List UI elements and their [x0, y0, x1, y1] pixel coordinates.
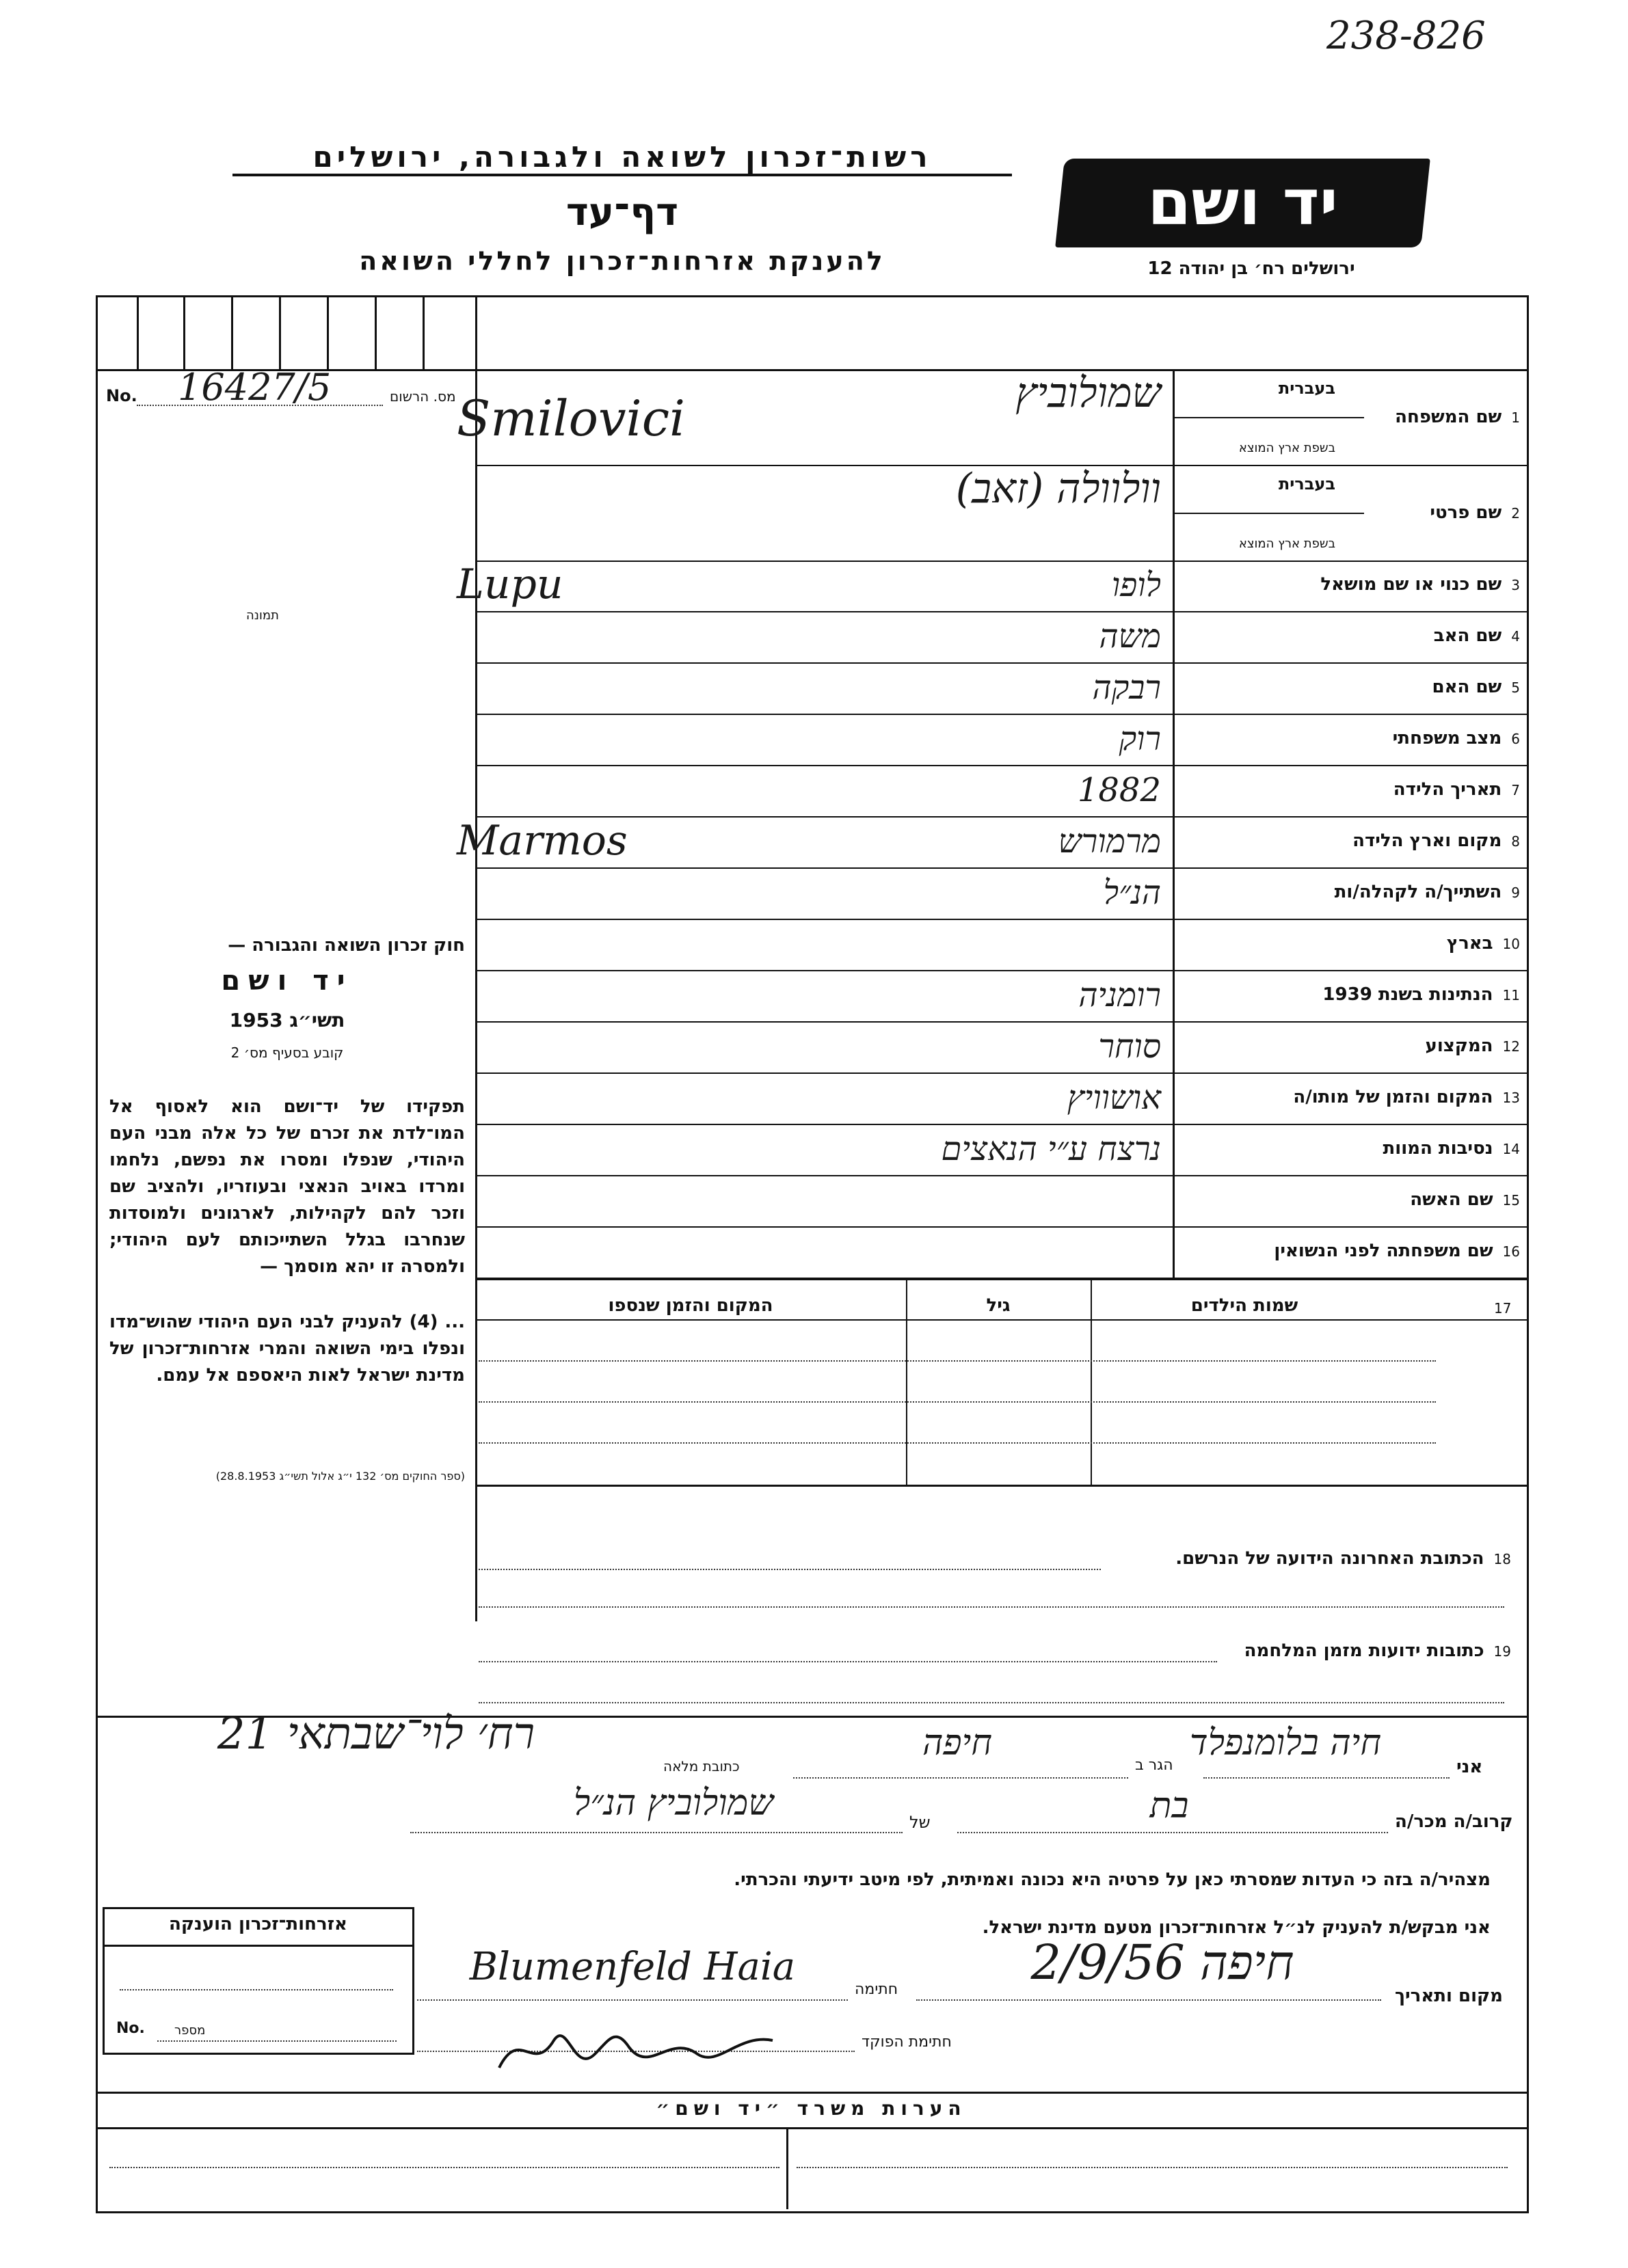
field-1-value: שמולוביץ — [1015, 369, 1161, 417]
form-subtitle: להענקת אזרחות־זכרון לחללי השואה — [359, 246, 885, 276]
field-row-11 — [477, 971, 1527, 1023]
field-row-2 — [477, 465, 1527, 562]
field-10-number: 10 — [1502, 936, 1520, 952]
form-title: דף־עד — [565, 190, 679, 234]
field-12-value: סוחר — [1098, 1027, 1161, 1066]
field-row-3 — [457, 561, 1527, 612]
field-4-number: 4 — [1511, 628, 1520, 645]
field-3-label — [1178, 574, 1520, 595]
field-13-value: אושוויץ — [1067, 1079, 1161, 1117]
logo-address: ירושלים רח׳ בן יהודה 12 — [1147, 258, 1355, 279]
archive-number: 238-826 — [1326, 14, 1486, 58]
decl-of-value: שמולוביץ הנ״ל — [573, 1783, 774, 1824]
field-16-number: 16 — [1502, 1243, 1520, 1260]
field-1-text: שם המשפחה — [1395, 407, 1502, 427]
field-10-text: בארץ — [1446, 933, 1493, 954]
field-2-origin-hint: בשפת ארץ המוצא — [1238, 537, 1335, 551]
field-6-label — [1178, 728, 1520, 748]
field-12-number: 12 — [1502, 1038, 1520, 1055]
field-row-5 — [477, 663, 1527, 715]
field-19-number: 19 — [1493, 1643, 1511, 1660]
sidebar-reference: (ספר החוקים מס׳ 132 י״ג אלול תשי״ג 28.8.1953) — [215, 1470, 465, 1483]
children-header-names: שמות הילדים — [1190, 1295, 1298, 1316]
sidebar-note: קובע בסעיף מס׳ 2 — [230, 1044, 344, 1061]
decl-place-date-label: מקום ותאריך — [1395, 1986, 1503, 2006]
field-14-label — [1178, 1138, 1520, 1159]
field-row-12 — [477, 1022, 1527, 1074]
decl-ani-label: אני — [1456, 1757, 1483, 1777]
officer-signature-scribble — [492, 2013, 779, 2088]
field-7-value: 1882 — [1077, 771, 1161, 809]
decl-resides-value: חיפה — [922, 1723, 993, 1764]
decl-ani-value: חיה בלומנפלד — [1189, 1723, 1382, 1764]
citizenship-mispar-label: מספר — [174, 2023, 206, 2038]
field-13-number: 13 — [1502, 1090, 1520, 1106]
field-5-label — [1178, 677, 1520, 697]
decl-signature-value: Blumenfeld Haia — [469, 1945, 796, 1989]
field-2-number: 2 — [1511, 505, 1520, 522]
field-9-number: 9 — [1511, 885, 1520, 901]
field-16-text: שם משפחתה לפני הנשואין — [1274, 1241, 1493, 1261]
field-7-label — [1178, 779, 1520, 800]
sidebar-name: יד ושם — [221, 965, 353, 997]
children-header-age: גיל — [986, 1295, 1011, 1316]
decl-address-value: רח׳ לוי־שבתאי 21 — [217, 1709, 535, 1759]
field-1-hebrew-hint: בעברית — [1278, 379, 1335, 398]
field-5-number: 5 — [1511, 679, 1520, 696]
field-row-13 — [477, 1073, 1527, 1125]
field-row-6 — [477, 714, 1527, 766]
field-row-8 — [457, 817, 1527, 869]
field-14-value: נרצח ע״י הנאצים — [941, 1130, 1161, 1168]
field-19-label — [889, 1641, 1511, 1661]
field-9-label — [1178, 882, 1520, 902]
decl-relative-label: קרוב/ה מכר/ה — [1395, 1811, 1513, 1832]
field-row-16 — [477, 1227, 1527, 1279]
field-8-text: מקום וארץ הלידה — [1352, 831, 1502, 851]
field-6-value: רוק — [1119, 720, 1161, 758]
sidebar-title: חוק זכרון השואה והגבורה — — [228, 935, 465, 956]
field-2-hebrew-hint: בעברית — [1278, 474, 1335, 494]
field-19-text: כתובות ידועות מזמן המלחמה — [1244, 1641, 1484, 1661]
field-3-text: שם כנוי או שם מושאל — [1320, 574, 1502, 595]
decl-statement: מצהיר/ה בזה כי העדות שמסרתי כאן על פרטיה היא נכונה ואמיתית, לפי מיטב ידיעתי והכרתי. — [734, 1869, 1491, 1890]
field-4-text: שם האב — [1433, 625, 1502, 646]
field-1-value-latin: Smilovici — [457, 390, 686, 447]
officer-signature — [492, 2013, 779, 2088]
field-11-number: 11 — [1502, 987, 1520, 1003]
field-14-text: נסיבות המוות — [1383, 1138, 1493, 1159]
field-5-value: רבקה — [1092, 669, 1161, 707]
field-9-text: השתייך/ה לקהלה/ות — [1334, 882, 1502, 902]
field-11-label — [1178, 984, 1520, 1005]
field-3-value: לופו — [1111, 566, 1161, 604]
citizenship-title: אזרחות־זכרון הוענקה — [169, 1914, 347, 1934]
yad-vashem-logo — [1055, 159, 1430, 247]
field-2-text: שם פרטי — [1430, 502, 1502, 523]
field-13-label — [1178, 1087, 1520, 1107]
field-18-label — [752, 1548, 1511, 1569]
field-3-value-latin: Lupu — [457, 561, 563, 608]
field-row-1 — [457, 369, 1527, 466]
field-8-value: מרמורש — [1058, 822, 1161, 861]
citizenship-no-label: No. — [116, 2020, 145, 2037]
field-row-14 — [477, 1124, 1527, 1176]
field-2-value: וולוולה (זאב) — [955, 465, 1161, 513]
office-notes-label: הערות משרד ״יד ושם״ — [656, 2097, 967, 2120]
children-header-place: המקום והזמן שנספו — [608, 1295, 773, 1316]
field-15-label — [1178, 1189, 1520, 1210]
registration-mas-label: מס. הרשום — [390, 388, 456, 405]
field-7-number: 7 — [1511, 782, 1520, 798]
field-1-number: 1 — [1511, 409, 1520, 426]
field-14-number: 14 — [1502, 1141, 1520, 1157]
decl-resides-label: הגר ב — [1135, 1757, 1173, 1774]
field-10-label — [1178, 933, 1520, 954]
photo-label: תמונה — [246, 608, 279, 623]
field-9-value: הנ״ל — [1103, 874, 1161, 912]
field-18-number: 18 — [1493, 1551, 1511, 1567]
field-15-text: שם האשה — [1410, 1189, 1493, 1210]
field-row-15 — [477, 1176, 1527, 1228]
decl-officer-label: חתימת הפוקד — [862, 2034, 952, 2051]
field-8-label — [1178, 831, 1520, 851]
field-11-text: הנתינות בשנת 1939 — [1322, 984, 1493, 1005]
field-1-origin-hint: בשפת ארץ המוצא — [1238, 441, 1335, 455]
field-row-7 — [477, 766, 1527, 818]
field-row-10 — [477, 919, 1527, 971]
decl-place-date-value: חיפה 2/9/56 — [1030, 1934, 1294, 1990]
field-17-number: 17 — [1494, 1300, 1512, 1317]
decl-signature-label: חתימה — [855, 1981, 898, 1998]
registration-no-label: No. — [106, 386, 137, 405]
field-12-label — [1178, 1036, 1520, 1056]
field-row-4 — [477, 612, 1527, 664]
field-8-value-latin: Marmos — [457, 817, 628, 865]
field-15-number: 15 — [1502, 1192, 1520, 1209]
decl-request: אני מבקש/ת להעניק לנ״ל אזרחות־זכרון מטעם מדינת ישראל. — [982, 1917, 1491, 1938]
field-3-number: 3 — [1511, 577, 1520, 593]
decl-address-label: כתובת מלאה — [663, 1758, 740, 1774]
decl-of-label: של — [909, 1813, 931, 1832]
authority-line: רשות־זכרון לשואה ולגבורה, ירושלים — [232, 140, 1012, 176]
field-12-text: המקצוע — [1425, 1036, 1493, 1056]
field-11-value: רומניה — [1078, 976, 1161, 1014]
logo-text: יד ושם — [1147, 166, 1338, 239]
sidebar-para2: ... (4) להעניק לבני העם היהודי שהוש־מדו ונפלו בימי השואה והמרי אזרחות־זכרון של מדינת ישראל לאות היאספם אל עמם. — [109, 1312, 465, 1386]
field-18-text: הכתובת האחרונה הידועה של הנרשם. — [1175, 1548, 1484, 1569]
sidebar-para1: תפקידו של יד־ושם הוא לאסוף אל המו־לדת את זכרם של כל אלה מבני העם היהודי, שנפלו ומסרו את נפשם, נלחמו ומרדו באויב הנאצי ובעוזריו, ולהציב שם וזכר להם לקהילות, לארגונים ולמוסדות שנחרבו בגלל השתייכותם לעם היהודי; ולמסרה זו יהא מוסמך — — [109, 1096, 465, 1277]
registration-number: 16427/5 — [178, 366, 332, 409]
field-4-label — [1178, 625, 1520, 646]
field-8-number: 8 — [1511, 833, 1520, 850]
sidebar-year: תשי״ג 1953 — [229, 1009, 345, 1031]
field-row-9 — [477, 868, 1527, 920]
field-16-label — [1178, 1241, 1520, 1261]
field-7-text: תאריך הלידה — [1393, 779, 1502, 800]
field-4-value: משה — [1099, 617, 1161, 656]
decl-relative-value: בת — [1149, 1785, 1189, 1826]
field-13-text: המקום והזמן של מותו/ה — [1293, 1087, 1493, 1107]
field-5-text: שם האם — [1432, 677, 1502, 697]
field-6-number: 6 — [1511, 731, 1520, 747]
field-6-text: מצב משפחתי — [1392, 728, 1502, 748]
